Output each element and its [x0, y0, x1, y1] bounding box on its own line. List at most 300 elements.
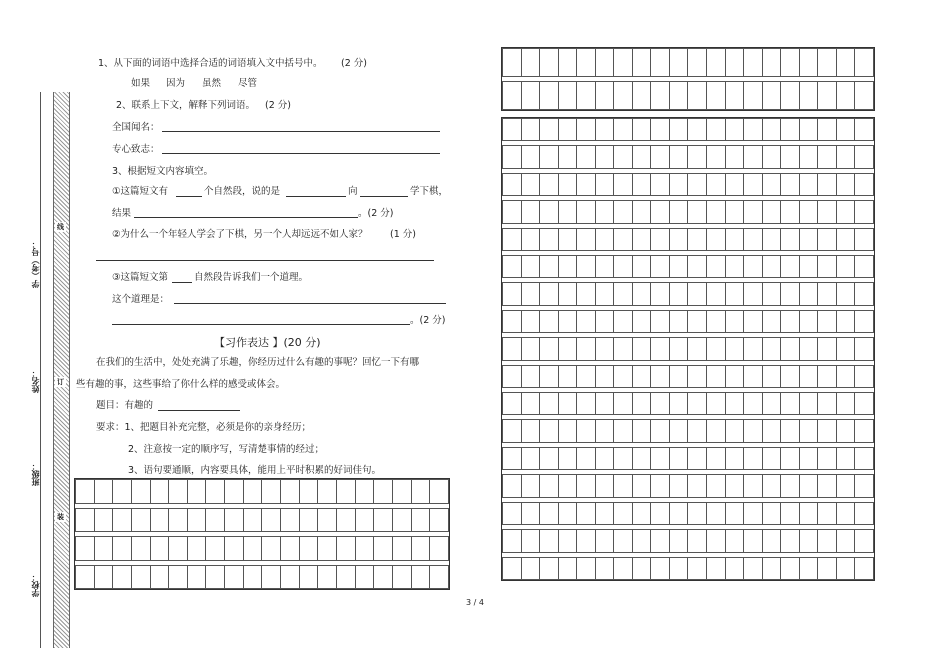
grid-cell[interactable]	[707, 420, 726, 442]
grid-cell[interactable]	[540, 82, 559, 110]
grid-cell[interactable]	[744, 530, 763, 552]
grid-cell[interactable]	[744, 146, 763, 168]
grid-cell[interactable]	[595, 201, 614, 223]
grid-cell[interactable]	[430, 565, 449, 589]
grid-cell[interactable]	[113, 537, 132, 561]
grid-cell[interactable]	[540, 49, 559, 77]
grid-cell[interactable]	[577, 201, 596, 223]
grid-cell[interactable]	[762, 173, 781, 195]
grid-cell[interactable]	[744, 365, 763, 387]
grid-cell[interactable]	[595, 283, 614, 305]
grid-cell[interactable]	[540, 256, 559, 278]
grid-cell[interactable]	[521, 365, 540, 387]
grid-cell[interactable]	[799, 146, 818, 168]
grid-cell[interactable]	[799, 310, 818, 332]
grid-cell[interactable]	[540, 475, 559, 497]
grid-cell[interactable]	[781, 283, 800, 305]
grid-cell[interactable]	[669, 420, 688, 442]
grid-cell[interactable]	[577, 447, 596, 469]
grid-cell[interactable]	[595, 475, 614, 497]
q2-item2-blank[interactable]	[162, 153, 440, 154]
grid-cell[interactable]	[336, 565, 355, 589]
grid-cell[interactable]	[688, 256, 707, 278]
grid-cell[interactable]	[262, 565, 281, 589]
grid-cell[interactable]	[521, 283, 540, 305]
grid-cell[interactable]	[577, 557, 596, 580]
grid-cell[interactable]	[744, 119, 763, 141]
grid-cell[interactable]	[855, 338, 874, 360]
grid-cell[interactable]	[595, 228, 614, 250]
grid-cell[interactable]	[595, 338, 614, 360]
grid-cell[interactable]	[614, 49, 633, 77]
grid-cell[interactable]	[707, 393, 726, 415]
grid-cell[interactable]	[799, 82, 818, 110]
grid-cell[interactable]	[521, 310, 540, 332]
grid-cell[interactable]	[781, 119, 800, 141]
grid-cell[interactable]	[558, 173, 577, 195]
grid-cell[interactable]	[799, 201, 818, 223]
grid-cell[interactable]	[169, 565, 188, 589]
grid-cell[interactable]	[540, 338, 559, 360]
grid-cell[interactable]	[558, 420, 577, 442]
grid-cell[interactable]	[206, 508, 225, 532]
grid-cell[interactable]	[614, 557, 633, 580]
grid-cell[interactable]	[521, 557, 540, 580]
grid-cell[interactable]	[577, 256, 596, 278]
grid-cell[interactable]	[725, 256, 744, 278]
grid-cell[interactable]	[318, 537, 337, 561]
grid-cell[interactable]	[558, 365, 577, 387]
grid-cell[interactable]	[855, 310, 874, 332]
grid-cell[interactable]	[669, 283, 688, 305]
grid-cell[interactable]	[632, 557, 651, 580]
grid-cell[interactable]	[540, 283, 559, 305]
grid-cell[interactable]	[818, 447, 837, 469]
grid-cell[interactable]	[651, 393, 670, 415]
grid-cell[interactable]	[836, 146, 855, 168]
grid-cell[interactable]	[558, 557, 577, 580]
grid-cell[interactable]	[651, 256, 670, 278]
grid-cell[interactable]	[725, 283, 744, 305]
grid-cell[interactable]	[595, 420, 614, 442]
grid-cell[interactable]	[614, 283, 633, 305]
grid-cell[interactable]	[744, 310, 763, 332]
grid-cell[interactable]	[374, 480, 393, 504]
grid-cell[interactable]	[651, 283, 670, 305]
grid-cell[interactable]	[558, 475, 577, 497]
grid-cell[interactable]	[558, 338, 577, 360]
grid-cell[interactable]	[669, 530, 688, 552]
grid-cell[interactable]	[781, 310, 800, 332]
grid-cell[interactable]	[169, 480, 188, 504]
grid-cell[interactable]	[762, 201, 781, 223]
grid-cell[interactable]	[558, 201, 577, 223]
grid-cell[interactable]	[836, 475, 855, 497]
grid-cell[interactable]	[632, 82, 651, 110]
grid-cell[interactable]	[614, 82, 633, 110]
grid-cell[interactable]	[725, 146, 744, 168]
grid-cell[interactable]	[725, 49, 744, 77]
grid-cell[interactable]	[503, 201, 522, 223]
grid-cell[interactable]	[781, 256, 800, 278]
grid-cell[interactable]	[651, 82, 670, 110]
grid-cell[interactable]	[762, 283, 781, 305]
grid-cell[interactable]	[503, 173, 522, 195]
grid-cell[interactable]	[799, 557, 818, 580]
grid-cell[interactable]	[669, 338, 688, 360]
grid-cell[interactable]	[632, 201, 651, 223]
grid-cell[interactable]	[855, 530, 874, 552]
grid-cell[interactable]	[521, 393, 540, 415]
grid-cell[interactable]	[94, 537, 113, 561]
grid-cell[interactable]	[577, 146, 596, 168]
grid-cell[interactable]	[688, 475, 707, 497]
grid-cell[interactable]	[762, 338, 781, 360]
grid-cell[interactable]	[632, 173, 651, 195]
grid-cell[interactable]	[818, 256, 837, 278]
grid-cell[interactable]	[94, 480, 113, 504]
grid-cell[interactable]	[762, 557, 781, 580]
grid-cell[interactable]	[818, 393, 837, 415]
grid-cell[interactable]	[651, 502, 670, 524]
grid-cell[interactable]	[669, 447, 688, 469]
grid-cell[interactable]	[669, 228, 688, 250]
q3-blank-lesson-2[interactable]	[112, 324, 410, 325]
grid-cell[interactable]	[799, 283, 818, 305]
grid-cell[interactable]	[762, 475, 781, 497]
grid-cell[interactable]	[411, 537, 430, 561]
grid-cell[interactable]	[744, 338, 763, 360]
grid-cell[interactable]	[688, 310, 707, 332]
grid-cell[interactable]	[669, 475, 688, 497]
grid-cell[interactable]	[836, 173, 855, 195]
grid-cell[interactable]	[540, 530, 559, 552]
grid-cell[interactable]	[836, 393, 855, 415]
grid-cell[interactable]	[651, 228, 670, 250]
grid-cell[interactable]	[558, 447, 577, 469]
grid-cell[interactable]	[725, 228, 744, 250]
grid-cell[interactable]	[688, 365, 707, 387]
grid-cell[interactable]	[651, 447, 670, 469]
grid-cell[interactable]	[595, 447, 614, 469]
grid-cell[interactable]	[744, 475, 763, 497]
grid-cell[interactable]	[651, 201, 670, 223]
grid-cell[interactable]	[688, 228, 707, 250]
grid-cell[interactable]	[836, 557, 855, 580]
grid-cell[interactable]	[262, 508, 281, 532]
grid-cell[interactable]	[392, 537, 411, 561]
grid-cell[interactable]	[521, 173, 540, 195]
grid-cell[interactable]	[540, 310, 559, 332]
grid-cell[interactable]	[725, 119, 744, 141]
grid-cell[interactable]	[558, 530, 577, 552]
grid-cell[interactable]	[818, 49, 837, 77]
grid-cell[interactable]	[540, 365, 559, 387]
grid-cell[interactable]	[503, 420, 522, 442]
grid-cell[interactable]	[113, 508, 132, 532]
grid-cell[interactable]	[503, 502, 522, 524]
grid-cell[interactable]	[595, 82, 614, 110]
grid-cell[interactable]	[503, 228, 522, 250]
grid-cell[interactable]	[725, 82, 744, 110]
grid-cell[interactable]	[521, 338, 540, 360]
grid-cell[interactable]	[281, 565, 300, 589]
grid-cell[interactable]	[577, 530, 596, 552]
grid-cell[interactable]	[799, 420, 818, 442]
grid-cell[interactable]	[281, 537, 300, 561]
grid-cell[interactable]	[540, 173, 559, 195]
q3-blank-reason[interactable]	[96, 260, 434, 261]
grid-cell[interactable]	[744, 82, 763, 110]
grid-cell[interactable]	[669, 201, 688, 223]
grid-cell[interactable]	[762, 49, 781, 77]
grid-cell[interactable]	[299, 537, 318, 561]
grid-cell[interactable]	[243, 537, 262, 561]
grid-cell[interactable]	[818, 530, 837, 552]
grid-cell[interactable]	[707, 82, 726, 110]
grid-cell[interactable]	[595, 557, 614, 580]
grid-cell[interactable]	[799, 49, 818, 77]
grid-cell[interactable]	[836, 82, 855, 110]
grid-cell[interactable]	[318, 565, 337, 589]
q3-blank-whom[interactable]	[360, 196, 408, 197]
grid-cell[interactable]	[651, 557, 670, 580]
grid-cell[interactable]	[632, 365, 651, 387]
grid-cell[interactable]	[392, 480, 411, 504]
grid-cell[interactable]	[855, 228, 874, 250]
grid-cell[interactable]	[707, 530, 726, 552]
grid-cell[interactable]	[744, 173, 763, 195]
grid-cell[interactable]	[225, 565, 244, 589]
grid-cell[interactable]	[521, 420, 540, 442]
grid-cell[interactable]	[503, 119, 522, 141]
grid-cell[interactable]	[725, 420, 744, 442]
grid-cell[interactable]	[781, 502, 800, 524]
grid-cell[interactable]	[521, 447, 540, 469]
grid-cell[interactable]	[669, 393, 688, 415]
grid-cell[interactable]	[355, 480, 374, 504]
grid-cell[interactable]	[688, 530, 707, 552]
grid-cell[interactable]	[781, 49, 800, 77]
grid-cell[interactable]	[818, 475, 837, 497]
grid-cell[interactable]	[669, 557, 688, 580]
grid-cell[interactable]	[855, 49, 874, 77]
grid-cell[interactable]	[206, 537, 225, 561]
grid-cell[interactable]	[818, 420, 837, 442]
grid-cell[interactable]	[503, 310, 522, 332]
grid-cell[interactable]	[799, 228, 818, 250]
grid-cell[interactable]	[855, 283, 874, 305]
grid-cell[interactable]	[632, 228, 651, 250]
grid-cell[interactable]	[632, 338, 651, 360]
grid-cell[interactable]	[577, 49, 596, 77]
grid-cell[interactable]	[651, 475, 670, 497]
grid-cell[interactable]	[614, 119, 633, 141]
grid-cell[interactable]	[762, 310, 781, 332]
grid-cell[interactable]	[836, 49, 855, 77]
grid-cell[interactable]	[799, 502, 818, 524]
grid-cell[interactable]	[836, 119, 855, 141]
grid-cell[interactable]	[558, 49, 577, 77]
grid-cell[interactable]	[430, 537, 449, 561]
grid-cell[interactable]	[651, 146, 670, 168]
grid-cell[interactable]	[781, 201, 800, 223]
grid-cell[interactable]	[688, 338, 707, 360]
grid-cell[interactable]	[521, 502, 540, 524]
grid-cell[interactable]	[669, 310, 688, 332]
grid-cell[interactable]	[651, 310, 670, 332]
writing-grid-right[interactable]	[501, 117, 875, 581]
grid-cell[interactable]	[725, 201, 744, 223]
grid-cell[interactable]	[707, 201, 726, 223]
grid-cell[interactable]	[558, 146, 577, 168]
grid-cell[interactable]	[503, 338, 522, 360]
grid-cell[interactable]	[651, 119, 670, 141]
grid-cell[interactable]	[187, 508, 206, 532]
grid-cell[interactable]	[113, 480, 132, 504]
grid-cell[interactable]	[669, 49, 688, 77]
grid-cell[interactable]	[614, 338, 633, 360]
grid-cell[interactable]	[818, 82, 837, 110]
grid-cell[interactable]	[836, 365, 855, 387]
grid-cell[interactable]	[707, 283, 726, 305]
grid-cell[interactable]	[669, 173, 688, 195]
grid-cell[interactable]	[744, 201, 763, 223]
grid-cell[interactable]	[688, 393, 707, 415]
grid-cell[interactable]	[595, 530, 614, 552]
grid-cell[interactable]	[243, 480, 262, 504]
grid-cell[interactable]	[707, 502, 726, 524]
grid-cell[interactable]	[799, 256, 818, 278]
grid-cell[interactable]	[540, 201, 559, 223]
grid-cell[interactable]	[595, 365, 614, 387]
grid-cell[interactable]	[818, 119, 837, 141]
grid-cell[interactable]	[577, 283, 596, 305]
grid-cell[interactable]	[521, 201, 540, 223]
grid-cell[interactable]	[76, 480, 95, 504]
grid-cell[interactable]	[762, 146, 781, 168]
grid-cell[interactable]	[577, 228, 596, 250]
grid-cell[interactable]	[614, 146, 633, 168]
grid-cell[interactable]	[76, 537, 95, 561]
grid-cell[interactable]	[836, 256, 855, 278]
grid-cell[interactable]	[299, 565, 318, 589]
grid-cell[interactable]	[243, 565, 262, 589]
grid-cell[interactable]	[540, 557, 559, 580]
grid-cell[interactable]	[632, 447, 651, 469]
grid-cell[interactable]	[781, 228, 800, 250]
grid-cell[interactable]	[781, 173, 800, 195]
grid-cell[interactable]	[855, 119, 874, 141]
grid-cell[interactable]	[614, 173, 633, 195]
grid-cell[interactable]	[503, 393, 522, 415]
grid-cell[interactable]	[94, 565, 113, 589]
grid-cell[interactable]	[540, 447, 559, 469]
grid-cell[interactable]	[855, 502, 874, 524]
grid-cell[interactable]	[503, 49, 522, 77]
grid-cell[interactable]	[669, 146, 688, 168]
grid-cell[interactable]	[799, 338, 818, 360]
grid-cell[interactable]	[651, 365, 670, 387]
grid-cell[interactable]	[411, 508, 430, 532]
grid-cell[interactable]	[558, 119, 577, 141]
grid-cell[interactable]	[76, 565, 95, 589]
grid-cell[interactable]	[744, 502, 763, 524]
grid-cell[interactable]	[688, 557, 707, 580]
grid-cell[interactable]	[632, 475, 651, 497]
grid-cell[interactable]	[651, 173, 670, 195]
grid-cell[interactable]	[781, 557, 800, 580]
grid-cell[interactable]	[595, 146, 614, 168]
grid-cell[interactable]	[688, 447, 707, 469]
grid-cell[interactable]	[669, 119, 688, 141]
grid-cell[interactable]	[521, 228, 540, 250]
grid-cell[interactable]	[744, 557, 763, 580]
grid-cell[interactable]	[855, 393, 874, 415]
grid-cell[interactable]	[187, 480, 206, 504]
grid-cell[interactable]	[818, 557, 837, 580]
grid-cell[interactable]	[577, 393, 596, 415]
grid-cell[interactable]	[818, 173, 837, 195]
grid-cell[interactable]	[818, 146, 837, 168]
grid-cell[interactable]	[76, 508, 95, 532]
grid-cell[interactable]	[150, 565, 169, 589]
grid-cell[interactable]	[411, 565, 430, 589]
grid-cell[interactable]	[614, 393, 633, 415]
grid-cell[interactable]	[318, 480, 337, 504]
grid-cell[interactable]	[503, 475, 522, 497]
grid-cell[interactable]	[651, 530, 670, 552]
grid-cell[interactable]	[281, 508, 300, 532]
grid-cell[interactable]	[725, 173, 744, 195]
grid-cell[interactable]	[299, 508, 318, 532]
grid-cell[interactable]	[836, 310, 855, 332]
grid-cell[interactable]	[781, 338, 800, 360]
grid-cell[interactable]	[540, 502, 559, 524]
grid-cell[interactable]	[836, 338, 855, 360]
grid-cell[interactable]	[558, 393, 577, 415]
grid-cell[interactable]	[392, 565, 411, 589]
grid-cell[interactable]	[540, 146, 559, 168]
grid-cell[interactable]	[558, 502, 577, 524]
grid-cell[interactable]	[762, 502, 781, 524]
grid-cell[interactable]	[855, 557, 874, 580]
grid-cell[interactable]	[595, 393, 614, 415]
grid-cell[interactable]	[744, 393, 763, 415]
grid-cell[interactable]	[818, 310, 837, 332]
grid-cell[interactable]	[225, 537, 244, 561]
grid-cell[interactable]	[799, 365, 818, 387]
grid-cell[interactable]	[595, 49, 614, 77]
grid-cell[interactable]	[744, 49, 763, 77]
grid-cell[interactable]	[281, 480, 300, 504]
composition-title-blank[interactable]	[158, 410, 240, 411]
grid-cell[interactable]	[540, 228, 559, 250]
grid-cell[interactable]	[614, 420, 633, 442]
grid-cell[interactable]	[669, 256, 688, 278]
grid-cell[interactable]	[707, 475, 726, 497]
grid-cell[interactable]	[503, 365, 522, 387]
grid-cell[interactable]	[688, 420, 707, 442]
grid-cell[interactable]	[762, 530, 781, 552]
grid-cell[interactable]	[355, 565, 374, 589]
grid-cell[interactable]	[558, 283, 577, 305]
grid-cell[interactable]	[411, 480, 430, 504]
grid-cell[interactable]	[243, 508, 262, 532]
grid-cell[interactable]	[540, 420, 559, 442]
grid-cell[interactable]	[799, 475, 818, 497]
grid-cell[interactable]	[707, 173, 726, 195]
